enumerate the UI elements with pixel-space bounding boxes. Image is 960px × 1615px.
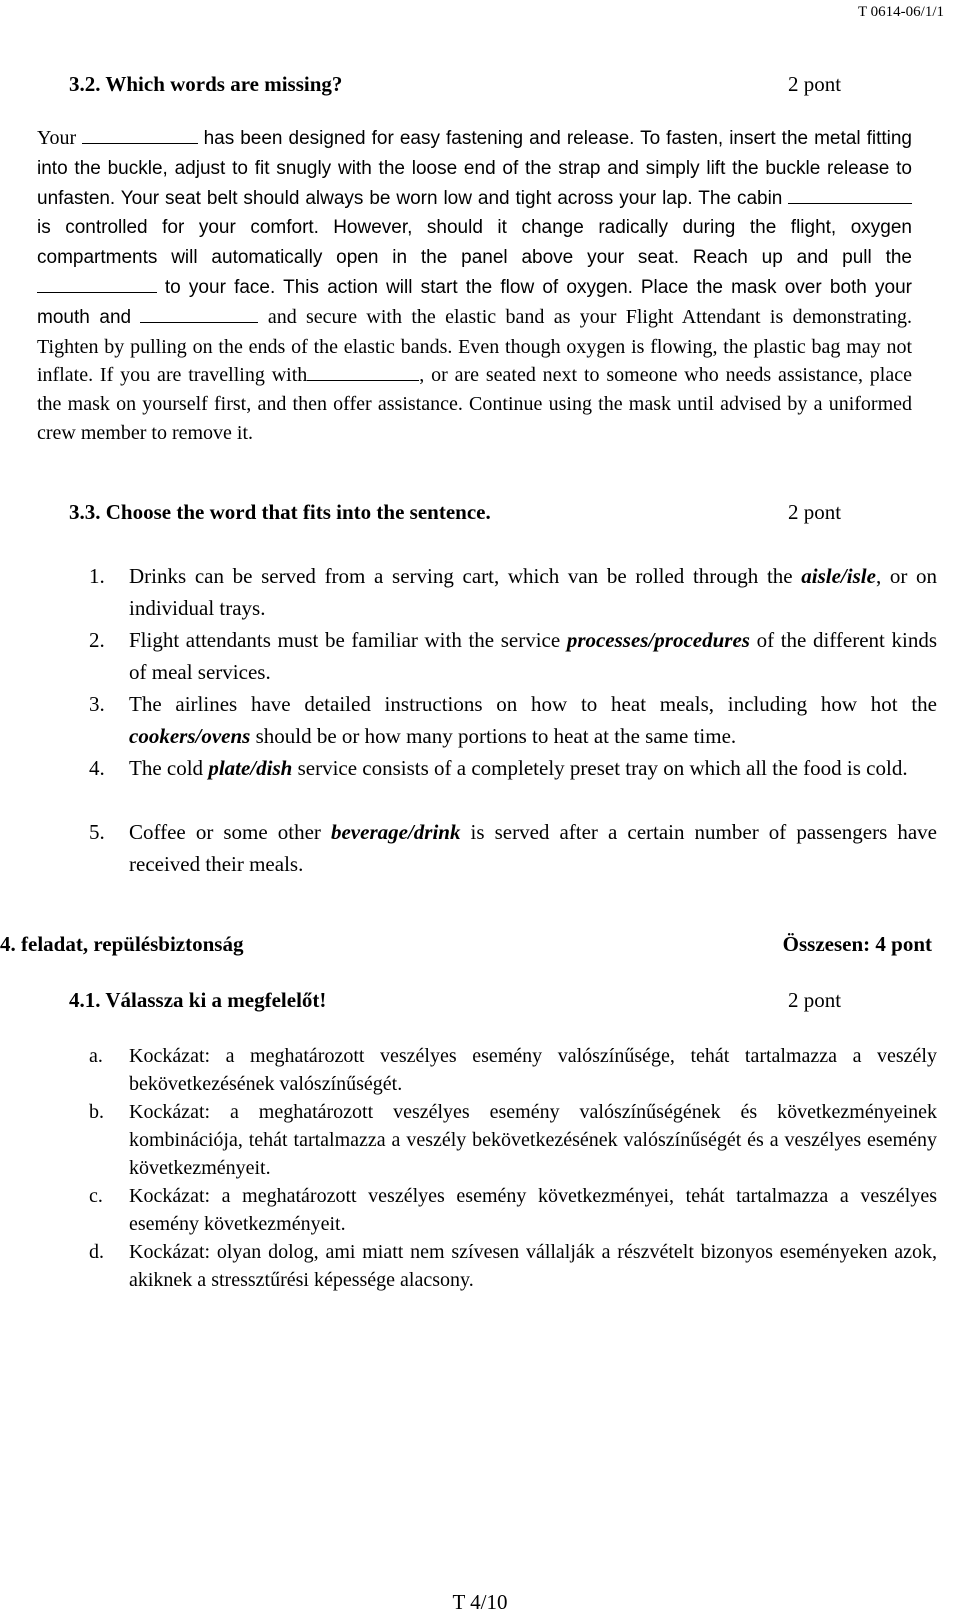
text-part-2: has been designed for easy fastening and release. To fasten, insert the metal fitting into the buckle, adjust to fit snugly with the loose end of the strap and simply lift the buckle release to unfasten. Your seat belt should always be worn low and tight across your lap. The cabin xyxy=(37,128,912,209)
section-3-2-text xyxy=(37,124,912,448)
text-part-7: and secure with the elastic band as your Flight Attendant is demonstrating. Tighten by pulling on the ends of the elastic bands. Even though oxygen is flowing, the plastic bag may not inflate. If you are travelling with xyxy=(37,305,913,387)
item-text: The cold plate/dish service consists of a completely preset tray on which all the food is cold. xyxy=(129,756,908,780)
option-text: Kockázat: a meghatározott veszélyes esemény következményei, tehát tartalmazza a veszélyes esemény következményeit. xyxy=(129,1185,937,1235)
keyword: plate/dish xyxy=(208,756,293,780)
keyword: processes/procedures xyxy=(566,628,750,652)
text-part-4: However, should it change radically during the flight, oxygen compartments will automatically open in the panel above your seat. Reach up and pull the xyxy=(37,217,912,269)
item-text: The airlines have detailed instructions on how to heat meals, including how hot the cookers/ovens should be or how many portions to heat at the same time. xyxy=(129,692,937,748)
blank-5 xyxy=(307,364,419,381)
option-text: Kockázat: a meghatározott veszélyes esemény valószínűsége, tehát tartalmazza a veszély bekövetkezésének valószínűségét. xyxy=(129,1045,937,1095)
item-number: 4. xyxy=(89,756,105,780)
blank-4 xyxy=(140,306,258,323)
section-3-3-title: 3.3. Choose the word that fits into the sentence. xyxy=(69,500,491,524)
option-letter: b. xyxy=(89,1101,104,1123)
keyword: aisle/isle xyxy=(801,564,876,588)
option-letter: a. xyxy=(89,1045,103,1067)
text-part-6: Place the mask over both your mouth and xyxy=(37,276,913,328)
page-number: T 4/10 xyxy=(452,1590,508,1614)
section-4-1-title: 4.1. Válassza ki a megfelelőt! xyxy=(69,988,327,1012)
blank-3 xyxy=(37,276,157,293)
section-3-3-points: 2 pont xyxy=(788,500,842,524)
item-text: Coffee or some other beverage/drink is served after a certain number of passengers have received their meals. xyxy=(129,820,937,876)
blank-2 xyxy=(788,187,912,204)
task-4-total: Összesen: 4 pont xyxy=(782,932,932,956)
task-4-title: 4. feladat, repülésbiztonság xyxy=(0,932,244,956)
section-3-2-title: 3.2. Which words are missing? xyxy=(69,72,343,96)
item-number: 3. xyxy=(89,692,105,716)
text-part-8: , or are seated next to someone who needs assistance, place the mask on yourself first, and then offer assistance. Continue using the mask until advised by a uniformed crew member to remove it. xyxy=(37,364,912,444)
text-part-3: is controlled for your comfort. xyxy=(37,217,319,239)
blank-1 xyxy=(82,127,198,144)
option-text: Kockázat: a meghatározott veszélyes esemény valószínűségének és következményeinek kombinációja, tehát tartalmazza a veszély bekövetkezésének valószínűségét és a veszélyes esemény következményeit. xyxy=(129,1101,937,1179)
item-text: Flight attendants must be familiar with the service processes/procedures of the different kinds of meal services. xyxy=(129,628,937,684)
option-letter: d. xyxy=(89,1241,104,1263)
text-part-1: Your xyxy=(37,127,77,149)
keyword: beverage/drink xyxy=(330,820,461,844)
item-number: 1. xyxy=(89,564,105,588)
option-text: Kockázat: olyan dolog, ami miatt nem szívesen vállalják a részvételt bizonyos eseményeken azok, akiknek a stressztűrési képessége alacsony. xyxy=(129,1241,937,1291)
section-4-1-points: 2 pont xyxy=(788,988,842,1012)
item-number: 5. xyxy=(89,820,105,844)
section-3-2-points: 2 pont xyxy=(788,72,842,96)
text-part-5: to your face. This action will start the flow of oxygen. xyxy=(164,276,633,298)
keyword: cookers/ovens xyxy=(129,724,251,748)
option-letter: c. xyxy=(89,1185,103,1207)
document-code: T 0614-06/1/1 xyxy=(858,4,944,20)
item-number: 2. xyxy=(89,628,105,652)
item-text: Drinks can be served from a serving cart, which van be rolled through the aisle/isle, or on individual trays. xyxy=(129,564,937,620)
